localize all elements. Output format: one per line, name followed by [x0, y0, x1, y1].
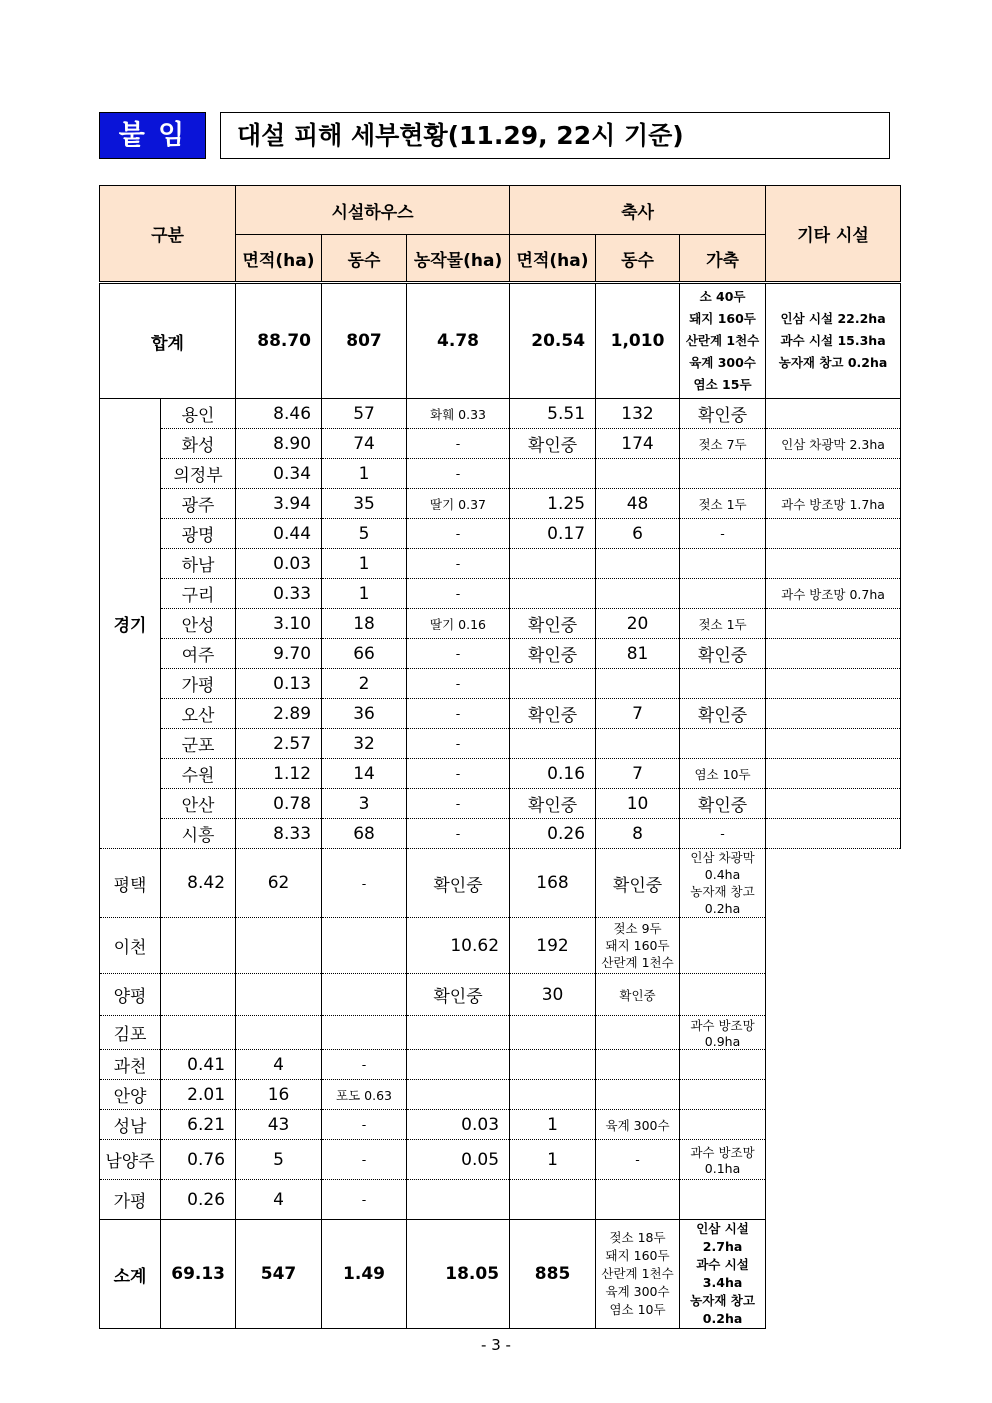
row-crop: 딸기 0.37 — [407, 489, 510, 519]
row-other — [680, 1050, 766, 1080]
row-gh-area: 0.76 — [161, 1140, 236, 1180]
row-ls-count: 10 — [596, 789, 680, 819]
row-crop: - — [407, 759, 510, 789]
row-crop: - — [322, 1140, 407, 1180]
table-row — [100, 918, 901, 974]
row-crop: - — [407, 549, 510, 579]
page-number: - 3 - — [481, 1336, 511, 1354]
row-ls-count — [596, 669, 680, 699]
table-row — [100, 699, 901, 729]
subtotal-ls-area: 18.05 — [407, 1220, 510, 1329]
row-gh-count: 5 — [322, 519, 407, 549]
row-other — [766, 639, 901, 669]
row-other — [766, 759, 901, 789]
row-animal: - — [680, 819, 766, 849]
row-gh-area: 0.41 — [161, 1050, 236, 1080]
row-other: 인삼 차광막 2.3ha — [766, 429, 901, 459]
row-gh-area: 2.01 — [161, 1080, 236, 1110]
row-animal: 확인중 — [680, 639, 766, 669]
row-other — [766, 699, 901, 729]
row-animal — [596, 1050, 680, 1080]
table-row — [100, 819, 901, 849]
row-name: 과천 — [100, 1050, 161, 1080]
row-crop: - — [407, 729, 510, 759]
row-ls-count: 8 — [596, 819, 680, 849]
row-ls-count — [510, 1180, 596, 1220]
table-row — [100, 729, 901, 759]
table-row — [100, 549, 901, 579]
row-gh-area: 2.57 — [236, 729, 322, 759]
row-ls-area: 0.16 — [510, 759, 596, 789]
row-other — [766, 819, 901, 849]
subtotal-label: 소계 — [100, 1220, 161, 1329]
row-animal: 확인중 — [680, 789, 766, 819]
row-ls-count: 30 — [510, 974, 596, 1016]
row-crop: 딸기 0.16 — [407, 609, 510, 639]
row-ls-area — [510, 579, 596, 609]
row-other: 과수 방조망 0.7ha — [766, 579, 901, 609]
row-name: 이천 — [100, 918, 161, 974]
table-row — [100, 1180, 901, 1220]
row-gh-count: 18 — [322, 609, 407, 639]
subtotal-row — [100, 1220, 901, 1329]
total-ls-area: 20.54 — [510, 283, 596, 399]
total-label: 합계 — [100, 283, 236, 399]
header-greenhouse: 시설하우스 — [236, 186, 510, 235]
row-gh-area: 9.70 — [236, 639, 322, 669]
row-name: 군포 — [161, 729, 236, 759]
total-other-item: 농자재 창고 0.2ha — [778, 355, 888, 370]
row-name: 안양 — [100, 1080, 161, 1110]
row-ls-area: 확인중 — [407, 974, 510, 1016]
row-name: 구리 — [161, 579, 236, 609]
row-ls-count: 48 — [596, 489, 680, 519]
row-name: 하남 — [161, 549, 236, 579]
row-other: 과수 방조망 0.9ha — [680, 1016, 766, 1050]
total-gh-count: 807 — [322, 283, 407, 399]
table-row — [100, 759, 901, 789]
row-other — [766, 459, 901, 489]
row-ls-area: 10.62 — [407, 918, 510, 974]
row-name: 안성 — [161, 609, 236, 639]
row-gh-area: 8.33 — [236, 819, 322, 849]
table-row — [100, 639, 901, 669]
row-ls-count: 81 — [596, 639, 680, 669]
row-gh-count: 66 — [322, 639, 407, 669]
row-gh-area: 3.94 — [236, 489, 322, 519]
header-gh-area: 면적(ha) — [236, 235, 322, 283]
subtotal-other — [680, 1220, 766, 1329]
row-gh-area: 3.10 — [236, 609, 322, 639]
table-row — [100, 579, 901, 609]
row-animal: 젖소 1두 — [680, 489, 766, 519]
row-gh-area: 8.90 — [236, 429, 322, 459]
row-crop: - — [407, 519, 510, 549]
row-ls-area: 1.25 — [510, 489, 596, 519]
row-animal — [680, 459, 766, 489]
row-name: 화성 — [161, 429, 236, 459]
row-animal: 염소 10두 — [680, 759, 766, 789]
subtotal-gh-count: 547 — [236, 1220, 322, 1329]
region-label: 경기 — [100, 399, 161, 849]
row-ls-area: 확인중 — [510, 789, 596, 819]
subtotal-gh-crop: 1.49 — [322, 1220, 407, 1329]
row-gh-count — [236, 918, 322, 974]
total-row — [100, 283, 901, 399]
row-ls-area: 확인중 — [510, 429, 596, 459]
subtotal-animal: 돼지 160두 — [605, 1248, 670, 1263]
row-ls-area — [510, 729, 596, 759]
row-other — [766, 549, 901, 579]
row-name: 광명 — [161, 519, 236, 549]
row-name: 남양주 — [100, 1140, 161, 1180]
row-ls-area — [510, 669, 596, 699]
row-animal: 확인중 — [596, 974, 680, 1016]
row-gh-area: 2.89 — [236, 699, 322, 729]
row-ls-area: 0.03 — [407, 1110, 510, 1140]
row-crop: - — [407, 459, 510, 489]
row-animal-item: 산란계 1천수 — [601, 955, 674, 970]
row-animal-item: 돼지 160두 — [605, 938, 670, 953]
row-other — [766, 729, 901, 759]
row-crop: - — [407, 429, 510, 459]
row-crop: 포도 0.63 — [322, 1080, 407, 1110]
table-row — [100, 1050, 901, 1080]
row-gh-area: 0.26 — [161, 1180, 236, 1220]
row-other — [766, 669, 901, 699]
row-gh-area: 1.12 — [236, 759, 322, 789]
row-crop: - — [407, 789, 510, 819]
row-animal — [680, 579, 766, 609]
table-row — [100, 429, 901, 459]
row-ls-area: 확인중 — [510, 609, 596, 639]
row-animal — [680, 549, 766, 579]
table-row — [100, 669, 901, 699]
row-gh-area: 0.34 — [236, 459, 322, 489]
total-other — [766, 283, 901, 399]
header-ls-count: 동수 — [596, 235, 680, 283]
row-ls-count — [596, 579, 680, 609]
row-name: 김포 — [100, 1016, 161, 1050]
row-animal — [596, 918, 680, 974]
row-gh-count: 43 — [236, 1110, 322, 1140]
row-gh-count: 4 — [236, 1050, 322, 1080]
row-name: 가평 — [100, 1180, 161, 1220]
row-gh-area: 8.42 — [161, 849, 236, 918]
table-row — [100, 609, 901, 639]
row-animal: - — [596, 1140, 680, 1180]
row-other — [680, 1110, 766, 1140]
header-ls-area: 면적(ha) — [510, 235, 596, 283]
row-gh-count: 3 — [322, 789, 407, 819]
row-gh-count: 2 — [322, 669, 407, 699]
row-ls-area: 확인중 — [510, 639, 596, 669]
row-name: 안산 — [161, 789, 236, 819]
row-animal — [596, 1080, 680, 1110]
row-ls-area: 5.51 — [510, 399, 596, 429]
row-other — [680, 1080, 766, 1110]
row-other — [680, 974, 766, 1016]
row-animal: 육계 300수 — [596, 1110, 680, 1140]
row-crop: - — [407, 699, 510, 729]
row-other: 과수 방조망 1.7ha — [766, 489, 901, 519]
total-animal: 돼지 160두 — [689, 311, 756, 326]
row-ls-area: 확인중 — [407, 849, 510, 918]
total-animal: 산란계 1천수 — [685, 333, 760, 348]
table-row — [100, 1140, 901, 1180]
row-name: 여주 — [161, 639, 236, 669]
row-gh-count: 1 — [322, 549, 407, 579]
total-animal: 육계 300수 — [689, 355, 756, 370]
row-ls-count — [596, 459, 680, 489]
row-ls-count — [510, 1050, 596, 1080]
row-animal: 젖소 1두 — [680, 609, 766, 639]
row-gh-area: 0.03 — [236, 549, 322, 579]
row-animal: 확인중 — [596, 849, 680, 918]
row-crop — [322, 974, 407, 1016]
row-ls-count: 7 — [596, 759, 680, 789]
total-animal: 소 40두 — [699, 289, 746, 304]
row-other — [766, 789, 901, 819]
row-ls-count: 174 — [596, 429, 680, 459]
row-crop: - — [407, 669, 510, 699]
subtotal-gh-area: 69.13 — [161, 1220, 236, 1329]
row-other — [766, 399, 901, 429]
row-gh-area: 0.44 — [236, 519, 322, 549]
row-other — [680, 1180, 766, 1220]
row-gh-count — [236, 974, 322, 1016]
total-gh-area: 88.70 — [236, 283, 322, 399]
row-gh-area — [161, 918, 236, 974]
row-name: 의정부 — [161, 459, 236, 489]
total-ls-count: 1,010 — [596, 283, 680, 399]
total-other-item: 인삼 시설 22.2ha — [780, 311, 886, 326]
row-crop: - — [407, 639, 510, 669]
row-ls-area — [407, 1016, 510, 1050]
table-row — [100, 489, 901, 519]
row-ls-count: 1 — [510, 1140, 596, 1180]
row-other — [680, 918, 766, 974]
row-ls-count: 20 — [596, 609, 680, 639]
attachment-badge: 붙 임 — [99, 112, 206, 159]
header-livestock: 축사 — [510, 186, 766, 235]
row-other: 과수 방조망 0.1ha — [680, 1140, 766, 1180]
row-gh-count: 57 — [322, 399, 407, 429]
row-crop: - — [407, 819, 510, 849]
row-ls-area — [407, 1180, 510, 1220]
header-category: 구분 — [100, 186, 236, 283]
row-gh-area: 0.33 — [236, 579, 322, 609]
row-gh-area — [161, 974, 236, 1016]
row-gh-count: 68 — [322, 819, 407, 849]
total-animals — [680, 283, 766, 399]
row-animal — [596, 1180, 680, 1220]
row-crop: - — [322, 1180, 407, 1220]
row-animal: 확인중 — [680, 699, 766, 729]
row-gh-count: 35 — [322, 489, 407, 519]
table-row — [100, 459, 901, 489]
row-other-item: 농자재 창고 0.2ha — [690, 884, 755, 916]
row-gh-area: 0.13 — [236, 669, 322, 699]
row-animal: 확인중 — [680, 399, 766, 429]
row-crop: - — [322, 849, 407, 918]
row-ls-count: 6 — [596, 519, 680, 549]
row-ls-area: 확인중 — [510, 699, 596, 729]
row-animal — [596, 1016, 680, 1050]
row-animal: - — [680, 519, 766, 549]
row-animal — [680, 729, 766, 759]
row-crop — [322, 1016, 407, 1050]
row-crop: - — [322, 1050, 407, 1080]
header-gh-count: 동수 — [322, 235, 407, 283]
table-row — [100, 974, 901, 1016]
table-row — [100, 1110, 901, 1140]
row-ls-area — [407, 1080, 510, 1110]
row-name: 성남 — [100, 1110, 161, 1140]
total-animal: 염소 15두 — [693, 377, 752, 392]
row-name: 용인 — [161, 399, 236, 429]
row-gh-count: 1 — [322, 579, 407, 609]
row-name: 수원 — [161, 759, 236, 789]
row-ls-count: 1 — [510, 1110, 596, 1140]
subtotal-other-item: 농자재 창고 0.2ha — [690, 1293, 755, 1326]
damage-table — [99, 185, 901, 1329]
subtotal-animal: 산란계 1천수 — [601, 1266, 674, 1281]
row-ls-count: 192 — [510, 918, 596, 974]
table-row — [100, 399, 901, 429]
row-ls-count — [596, 729, 680, 759]
row-ls-area — [510, 459, 596, 489]
row-ls-count — [596, 549, 680, 579]
row-ls-area — [510, 549, 596, 579]
row-ls-area: 0.17 — [510, 519, 596, 549]
row-name: 광주 — [161, 489, 236, 519]
row-other — [766, 519, 901, 549]
row-animal: 젖소 7두 — [680, 429, 766, 459]
total-gh-crop: 4.78 — [407, 283, 510, 399]
row-gh-area: 8.46 — [236, 399, 322, 429]
subtotal-animals — [596, 1220, 680, 1329]
row-gh-count — [236, 1016, 322, 1050]
header-ls-animal: 가축 — [680, 235, 766, 283]
row-ls-count: 7 — [596, 699, 680, 729]
row-gh-area: 0.78 — [236, 789, 322, 819]
row-crop: 화훼 0.33 — [407, 399, 510, 429]
subtotal-other-item: 과수 시설 3.4ha — [696, 1257, 749, 1290]
subtotal-other-item: 인삼 시설 2.7ha — [696, 1221, 749, 1254]
table-row — [100, 789, 901, 819]
row-gh-count: 5 — [236, 1140, 322, 1180]
row-crop — [322, 918, 407, 974]
row-name: 시흥 — [161, 819, 236, 849]
header-other: 기타 시설 — [766, 186, 901, 283]
row-other-item: 인삼 차광막 0.4ha — [690, 850, 755, 882]
page-title: 대설 피해 세부현황(11.29, 22시 기준) — [220, 112, 890, 159]
subtotal-animal: 염소 10두 — [609, 1302, 666, 1317]
table-row — [100, 1080, 901, 1110]
row-other — [680, 849, 766, 918]
row-crop: - — [407, 579, 510, 609]
row-ls-area: 0.05 — [407, 1140, 510, 1180]
row-gh-count: 16 — [236, 1080, 322, 1110]
subtotal-animal: 육계 300수 — [605, 1284, 670, 1299]
row-animal — [680, 669, 766, 699]
row-ls-count — [510, 1016, 596, 1050]
row-name: 가평 — [161, 669, 236, 699]
row-ls-count: 168 — [510, 849, 596, 918]
row-gh-count: 4 — [236, 1180, 322, 1220]
row-name: 오산 — [161, 699, 236, 729]
row-gh-count: 62 — [236, 849, 322, 918]
row-other — [766, 609, 901, 639]
row-ls-area — [407, 1050, 510, 1080]
row-gh-area — [161, 1016, 236, 1050]
table-row — [100, 519, 901, 549]
subtotal-ls-count: 885 — [510, 1220, 596, 1329]
row-gh-count: 36 — [322, 699, 407, 729]
row-gh-count: 14 — [322, 759, 407, 789]
total-other-item: 과수 시설 15.3ha — [780, 333, 886, 348]
row-ls-area: 0.26 — [510, 819, 596, 849]
row-name: 양평 — [100, 974, 161, 1016]
row-gh-count: 1 — [322, 459, 407, 489]
row-crop: - — [322, 1110, 407, 1140]
row-name: 평택 — [100, 849, 161, 918]
row-gh-count: 74 — [322, 429, 407, 459]
row-animal-item: 젖소 9두 — [613, 921, 662, 936]
row-gh-count: 32 — [322, 729, 407, 759]
table-row — [100, 1016, 901, 1050]
row-ls-count — [510, 1080, 596, 1110]
header-gh-crop: 농작물(ha) — [407, 235, 510, 283]
table-row — [100, 849, 901, 918]
row-gh-area: 6.21 — [161, 1110, 236, 1140]
subtotal-animal: 젖소 18두 — [609, 1230, 666, 1245]
row-ls-count: 132 — [596, 399, 680, 429]
